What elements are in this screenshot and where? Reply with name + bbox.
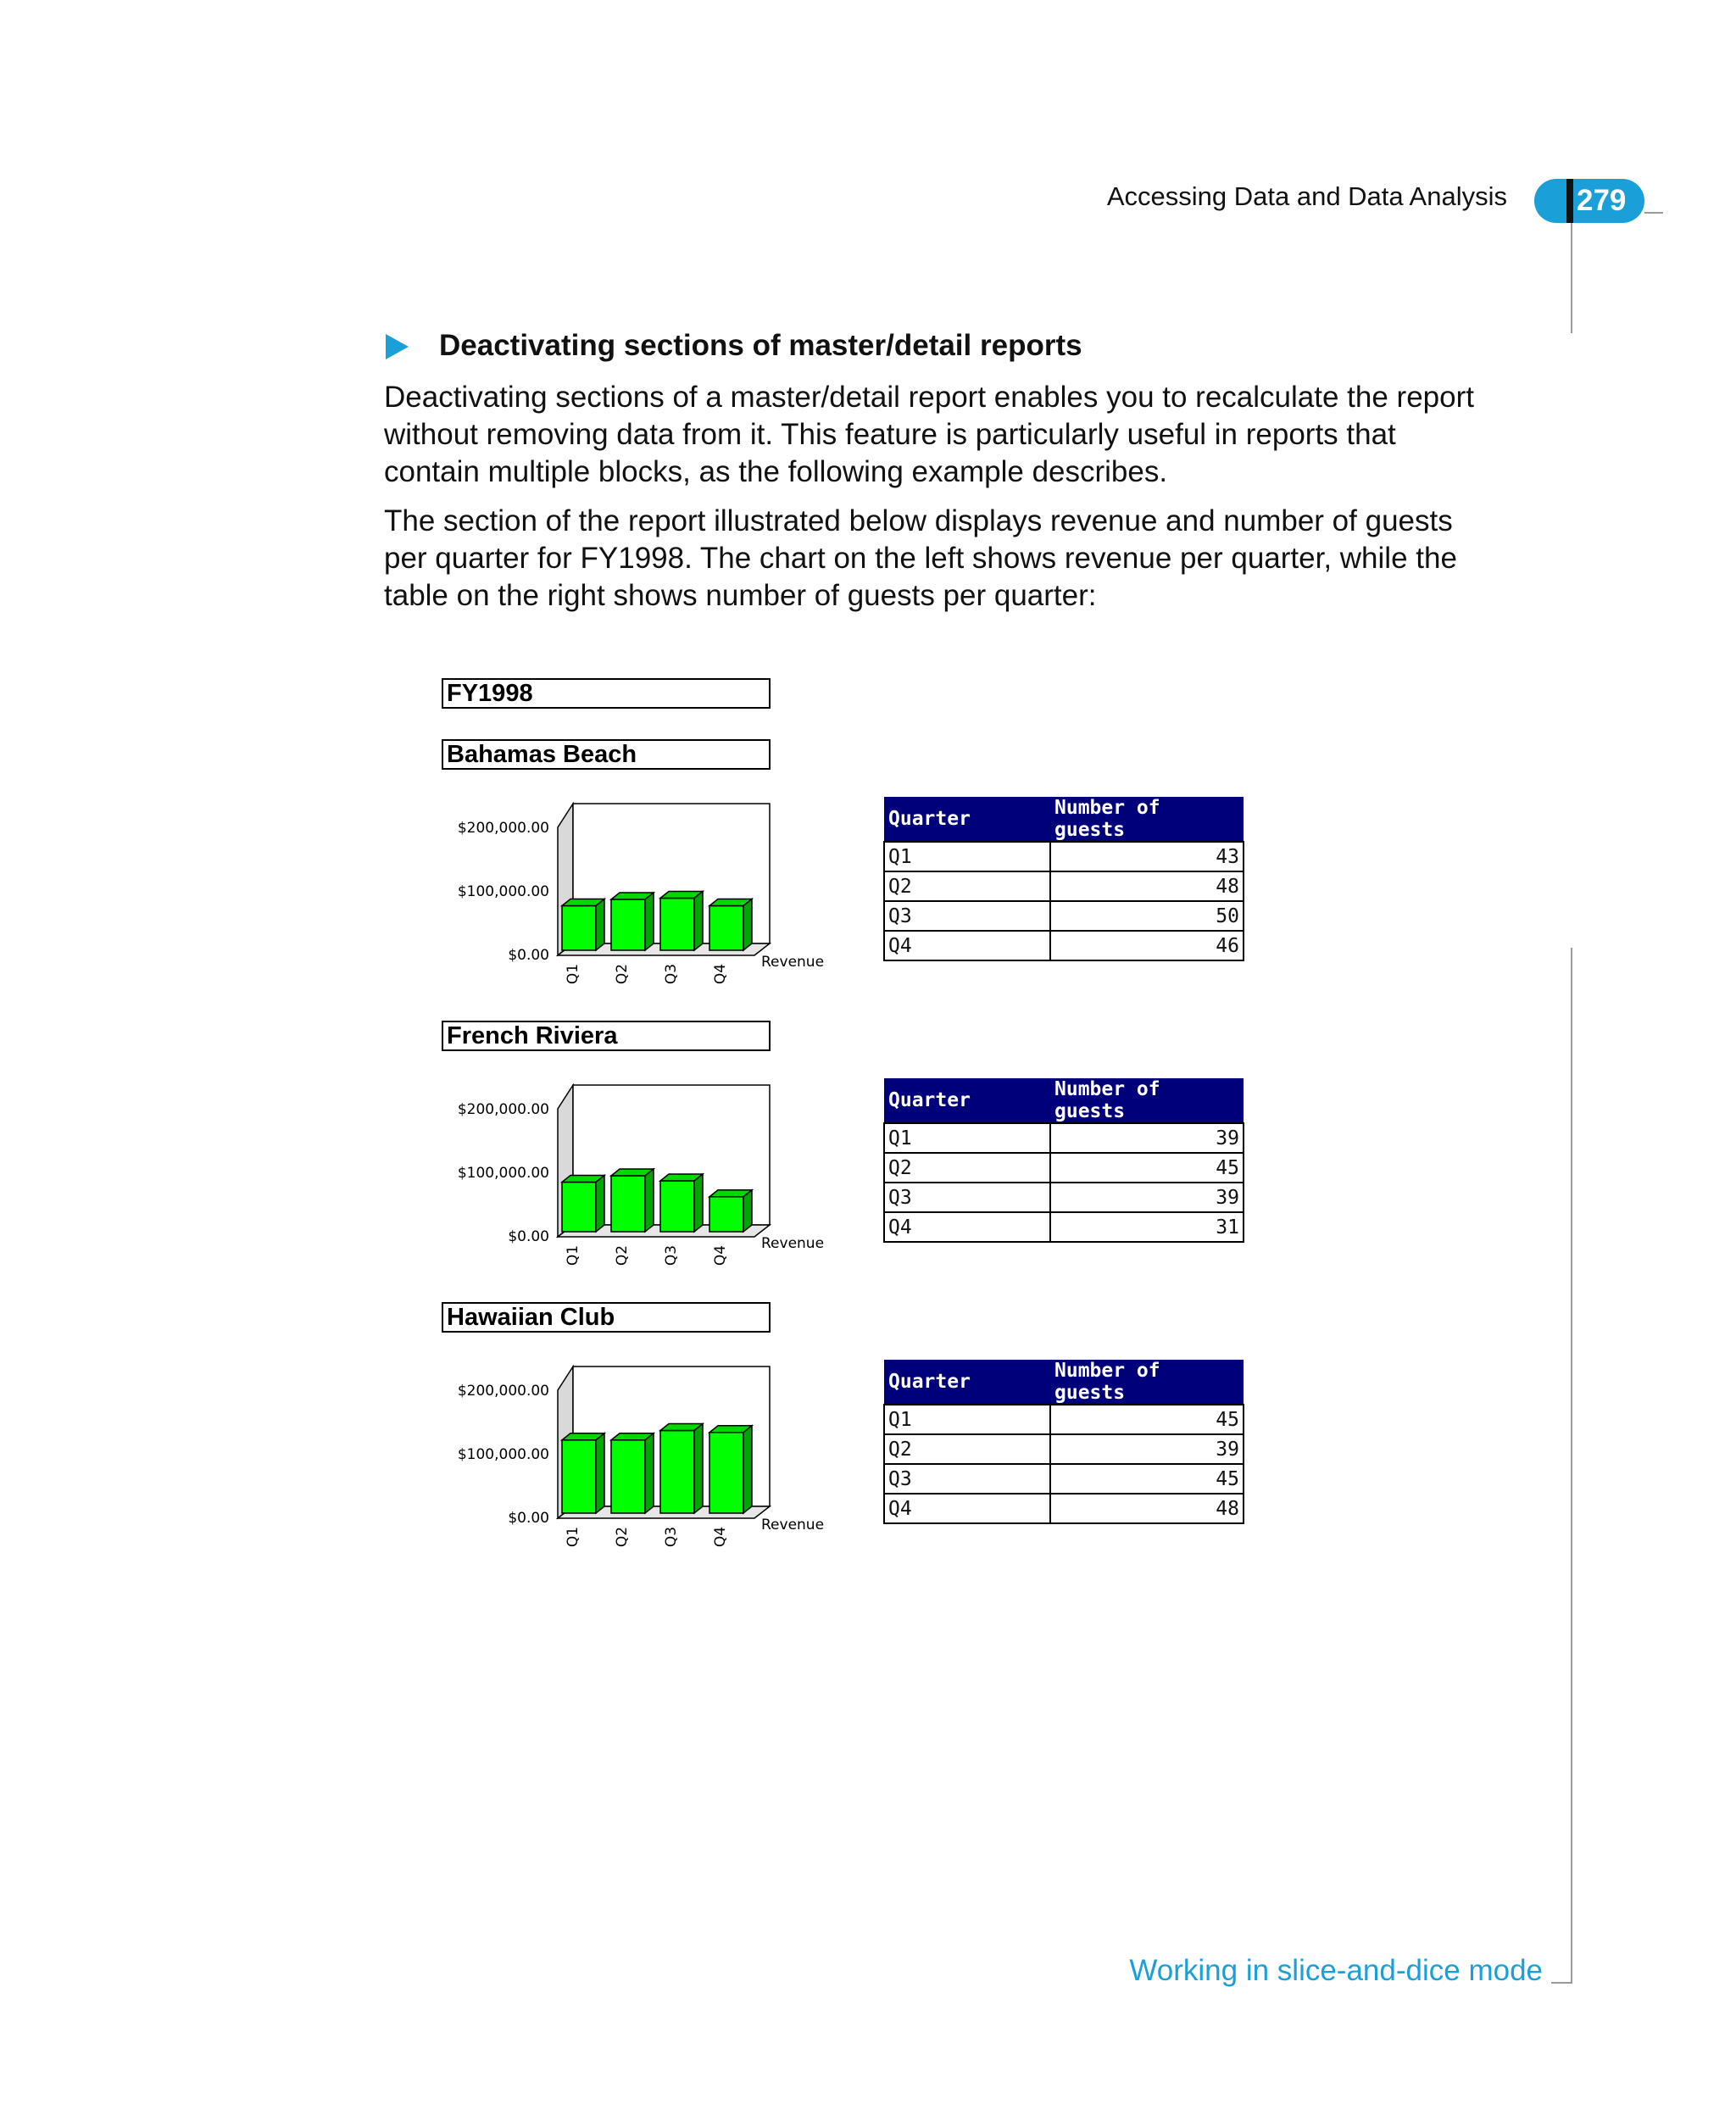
revenue-bar-side xyxy=(645,1169,654,1232)
table-row xyxy=(884,1212,1244,1242)
page-tab-marker xyxy=(1566,179,1573,223)
x-tick-label: Q4 xyxy=(712,1526,729,1548)
paragraph-example: The section of the report illustrated below displays revenue and number of guests per quarter for FY1998. The chart on the left shows revenue per quarter, while the table on the right shows number of guests per quarter: xyxy=(384,504,1457,612)
table-row xyxy=(884,1183,1244,1212)
guests-cell: 45 xyxy=(1050,1405,1244,1434)
y-tick-label: $0.00 xyxy=(508,1510,549,1527)
footer-section-link[interactable]: Working in slice-and-dice mode xyxy=(1129,1954,1543,1987)
revenue-bar xyxy=(709,1433,743,1513)
page-number-tab: 279 xyxy=(1534,179,1644,223)
revenue-bar-side xyxy=(596,899,604,951)
table-header-guests: Number of guests xyxy=(1050,1360,1244,1405)
revenue-bar-side xyxy=(694,892,703,951)
revenue-bar xyxy=(611,899,645,950)
guests-cell: 45 xyxy=(1050,1464,1244,1494)
guests-cell: 39 xyxy=(1050,1123,1244,1153)
revenue-bar-side xyxy=(596,1176,604,1233)
guests-cell: 45 xyxy=(1050,1153,1244,1183)
revenue-bar-side xyxy=(645,1433,654,1513)
year-label-box: FY1998 xyxy=(442,678,771,709)
triangle-bullet-icon xyxy=(386,334,409,359)
quarter-cell: Q4 xyxy=(884,931,1050,960)
guests-cell: 46 xyxy=(1050,931,1244,960)
table-row xyxy=(884,1494,1244,1523)
revenue-chart xyxy=(441,1080,865,1275)
series-label: Revenue xyxy=(761,954,825,971)
revenue-bar xyxy=(562,906,596,951)
guests-table xyxy=(883,1078,1244,1243)
y-tick-label: $200,000.00 xyxy=(457,1101,549,1118)
table-row xyxy=(884,871,1244,901)
revenue-bar-side xyxy=(596,1433,604,1513)
guests-cell: 50 xyxy=(1050,901,1244,931)
quarter-cell: Q3 xyxy=(884,901,1050,931)
x-tick-label: Q2 xyxy=(614,1526,631,1548)
x-tick-label: Q1 xyxy=(565,963,581,985)
table-header-guests: Number of guests xyxy=(1050,797,1244,842)
revenue-bar xyxy=(562,1183,596,1233)
quarter-cell: Q3 xyxy=(884,1183,1050,1212)
table-header-quarter: Quarter xyxy=(884,1078,1050,1123)
guests-table xyxy=(883,1360,1244,1524)
quarter-cell: Q1 xyxy=(884,842,1050,871)
guests-cell: 48 xyxy=(1050,1494,1244,1523)
quarter-cell: Q2 xyxy=(884,1434,1050,1464)
margin-rule-bottom xyxy=(1571,948,1572,1984)
quarter-cell: Q1 xyxy=(884,1405,1050,1434)
section-label-box: Bahamas Beach xyxy=(442,739,771,770)
y-tick-label: $200,000.00 xyxy=(457,1383,549,1400)
guests-cell: 39 xyxy=(1050,1183,1244,1212)
series-label: Revenue xyxy=(761,1235,825,1252)
table-header-quarter: Quarter xyxy=(884,797,1050,842)
table-header-guests: Number of guests xyxy=(1050,1078,1244,1123)
table-header-quarter: Quarter xyxy=(884,1360,1050,1405)
revenue-bar xyxy=(709,1197,743,1232)
margin-rule-top xyxy=(1571,223,1572,333)
revenue-bar xyxy=(660,1181,694,1232)
quarter-cell: Q1 xyxy=(884,1123,1050,1153)
y-tick-label: $200,000.00 xyxy=(457,820,549,837)
quarter-cell: Q4 xyxy=(884,1212,1050,1242)
y-tick-label: $100,000.00 xyxy=(457,1446,549,1463)
x-tick-label: Q3 xyxy=(663,1526,680,1548)
revenue-bar xyxy=(611,1440,645,1513)
running-header-title: Accessing Data and Data Analysis xyxy=(1106,181,1507,211)
x-tick-label: Q4 xyxy=(712,963,729,985)
table-row xyxy=(884,1464,1244,1494)
revenue-bar-side xyxy=(694,1174,703,1232)
y-tick-label: $0.00 xyxy=(508,947,549,964)
revenue-chart xyxy=(441,799,865,994)
table-row xyxy=(884,1405,1244,1434)
revenue-bar xyxy=(611,1176,645,1232)
guests-table xyxy=(883,797,1244,961)
quarter-cell: Q4 xyxy=(884,1494,1050,1523)
x-tick-label: Q1 xyxy=(565,1526,581,1548)
revenue-bar xyxy=(660,1431,694,1514)
quarter-cell: Q2 xyxy=(884,871,1050,901)
guests-cell: 31 xyxy=(1050,1212,1244,1242)
y-tick-label: $0.00 xyxy=(508,1228,549,1245)
x-tick-label: Q3 xyxy=(663,1244,680,1266)
revenue-bar-side xyxy=(645,893,654,950)
y-tick-label: $100,000.00 xyxy=(457,883,549,900)
section-heading: Deactivating sections of master/detail reports xyxy=(439,329,1082,362)
x-tick-label: Q1 xyxy=(565,1244,581,1266)
table-row xyxy=(884,931,1244,960)
revenue-bar-side xyxy=(694,1424,703,1514)
quarter-cell: Q2 xyxy=(884,1153,1050,1183)
quarter-cell: Q3 xyxy=(884,1464,1050,1494)
margin-rule-foot xyxy=(1551,1982,1572,1984)
revenue-bar-side xyxy=(743,1190,752,1232)
revenue-chart xyxy=(441,1361,865,1556)
table-row xyxy=(884,842,1244,871)
section-label-box: French Riviera xyxy=(442,1021,771,1051)
table-row xyxy=(884,1153,1244,1183)
paragraph-intro: Deactivating sections of a master/detail report enables you to recalculate the report without removing data from it. This feature is particularly useful in reports that contain multiple blocks, as the following example describes. xyxy=(384,381,1474,488)
table-row xyxy=(884,1123,1244,1153)
x-tick-label: Q4 xyxy=(712,1244,729,1266)
revenue-bar xyxy=(709,906,743,951)
revenue-bar xyxy=(562,1440,596,1513)
series-label: Revenue xyxy=(761,1517,825,1533)
y-tick-label: $100,000.00 xyxy=(457,1165,549,1182)
table-row xyxy=(884,1434,1244,1464)
x-tick-label: Q2 xyxy=(614,1244,631,1266)
revenue-bar-side xyxy=(743,899,752,951)
x-tick-label: Q2 xyxy=(614,963,631,985)
section-label-box: Hawaiian Club xyxy=(442,1302,771,1333)
x-tick-label: Q3 xyxy=(663,963,680,985)
revenue-bar-side xyxy=(743,1426,752,1513)
guests-cell: 43 xyxy=(1050,842,1244,871)
table-row xyxy=(884,901,1244,931)
guests-cell: 48 xyxy=(1050,871,1244,901)
guests-cell: 39 xyxy=(1050,1434,1244,1464)
header-rule xyxy=(1644,212,1663,214)
revenue-bar xyxy=(660,899,694,951)
